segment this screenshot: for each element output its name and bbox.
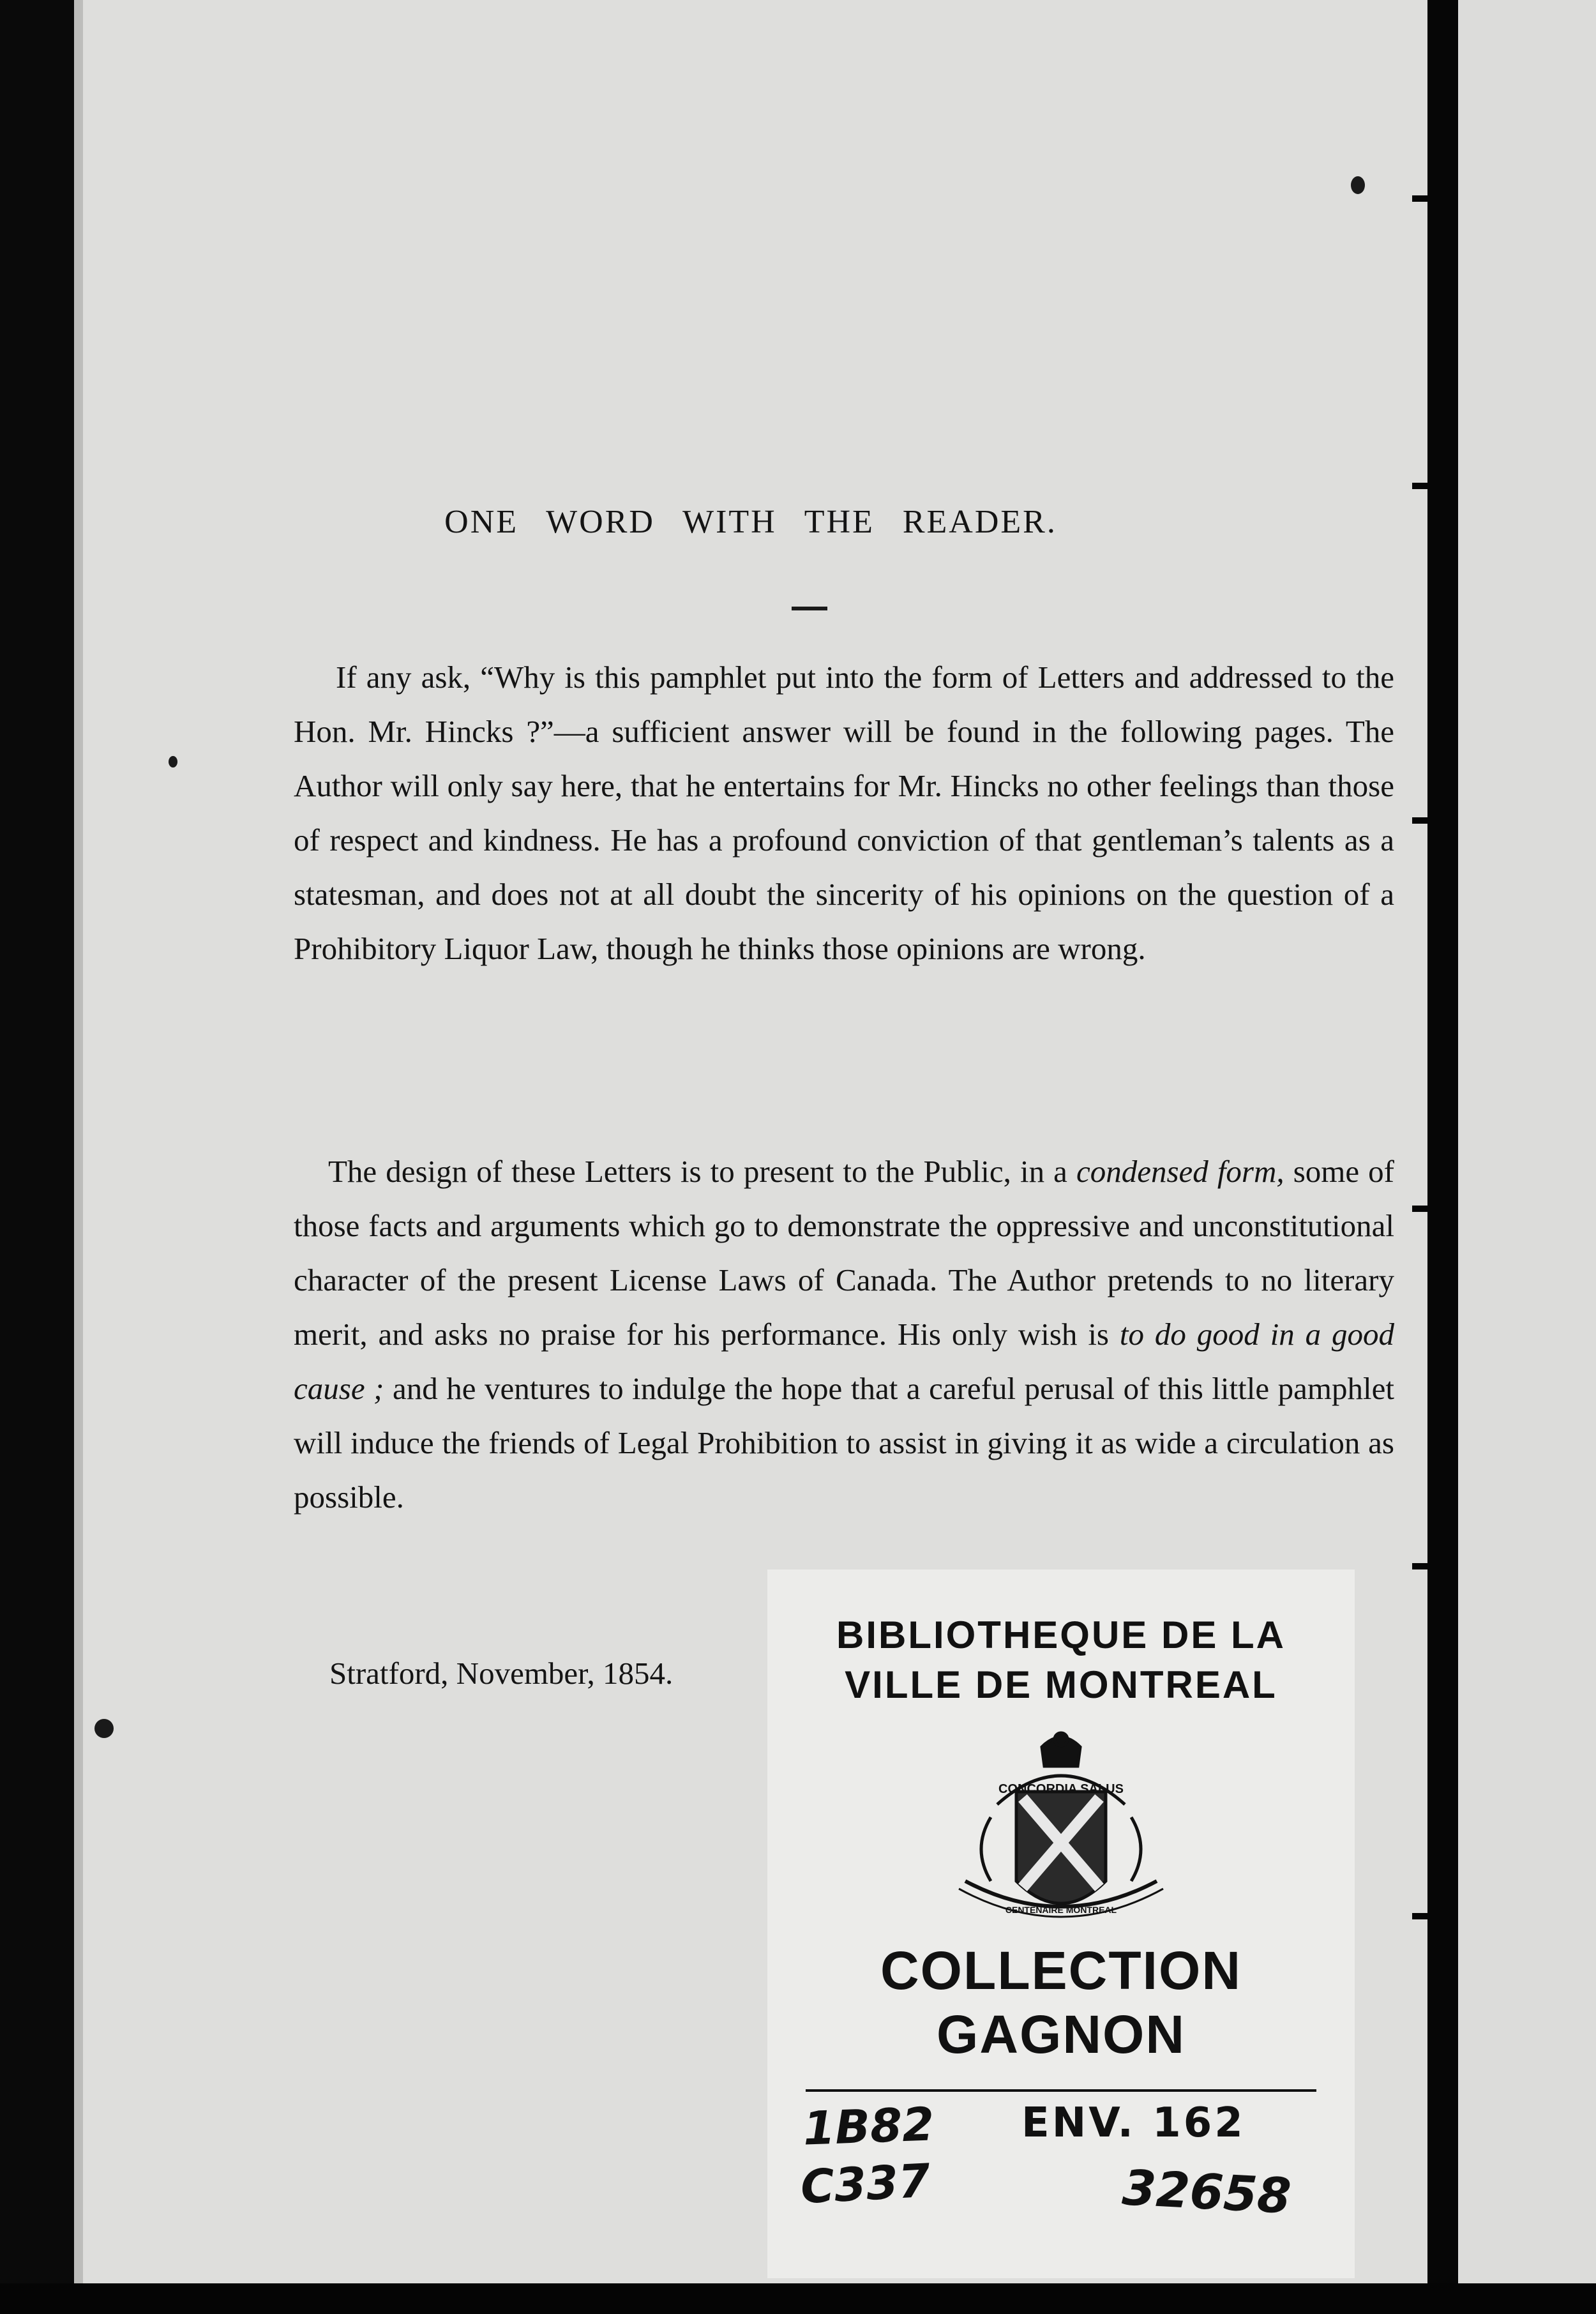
library-stamp [767,1569,1355,2278]
binding-stitch [1412,1563,1450,1569]
pamphlet-page [74,0,1427,2283]
stamp-city-name: VILLE DE MONTREAL [845,1663,1277,1706]
crest-ribbon: CENTENAIRE MONTREAL [1005,1905,1117,1915]
paragraph-2-part-c: and he ventures to indulge the hope that a careful perusal of this little pamphlet will induce the friends of Legal Prohibition to assist in giving it as wide a circulation as possible. [294,1371,1394,1515]
paragraph-2-part-b: some of those facts and arguments which go to demonstrate the oppressive and unconstitutional character of the present License Laws of Canada. The Author pretends to no literary merit, and asks no praise for his performance. His only wish is [294,1154,1394,1352]
title-rule [792,607,827,610]
scan-bottom-edge [0,2283,1596,2314]
binding-stitch [1412,195,1450,202]
binding-stitch [1412,1913,1450,1919]
crest-motto: CONCORDIA SALUS [998,1782,1124,1796]
stamp-rule [806,2089,1316,2092]
montreal-crest-icon [933,1721,1189,1951]
paragraph-2-part-a: The design of these Letters is to present to the Public, in a [328,1154,1076,1189]
binding-stitch [1412,1206,1450,1212]
collection-label: COLLECTION [880,1940,1242,2000]
accession-number: 32658 [1120,2159,1293,2225]
page-edge [74,0,83,2283]
collection-name: GAGNON [937,2004,1186,2064]
binding-stitch [1412,817,1450,824]
ink-speck [94,1719,114,1738]
ink-speck [169,756,177,768]
envelope-number: ENV. 162 [1021,2099,1246,2147]
paragraph-2-italic-2: to do good in a good cause ; [294,1317,1394,1406]
adjacent-page-edge [1458,0,1596,2283]
paragraph-2 [294,1144,1394,1524]
call-number-line-1: 1B82 [802,2097,935,2156]
ink-speck [1351,176,1365,194]
page-title: ONE WORD WITH THE READER. [444,504,1057,540]
stamp-library-name: BIBLIOTHEQUE DE LA [836,1614,1286,1656]
paragraph-1: If any ask, “Why is this pamphlet put into the form of Letters and addressed to the Hon. Mr. Hincks ?”—a sufficient answer will be found in the following pages. The Author will only say here, that he entertains for Mr. Hincks no other feelings than those of respect and kindness. He has a profound conviction of that gentleman’s talents as a statesman, and does not at all doubt the sincerity of his opinions on the question of a Prohibitory Liquor Law, though he thinks those opinions are wrong. [294,660,1394,966]
binding-stitch [1412,483,1450,489]
page-binding [1427,0,1458,2283]
paragraph-2-italic-1: condensed form, [1076,1154,1284,1189]
call-number-line-2: C337 [799,2153,932,2214]
signoff: Stratford, November, 1854. [329,1656,674,1691]
